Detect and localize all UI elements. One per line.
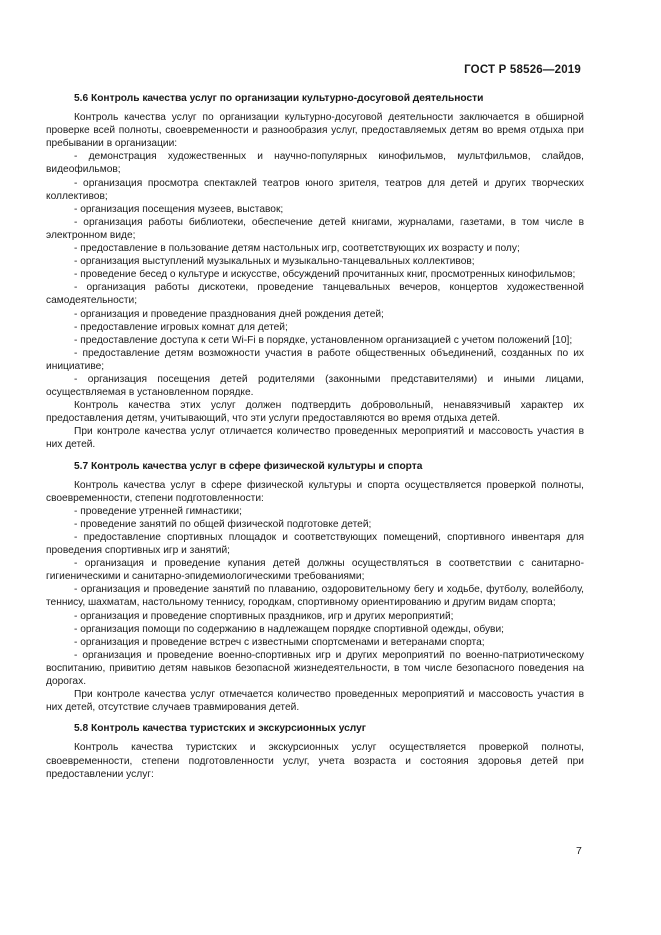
paragraph: Контроль качества услуг в сфере физической культуры и спорта осуществляется проверкой полноты, своевременности, степени подготовленности: — [46, 479, 584, 504]
list-item: - организация работы библиотеки, обеспечение детей книгами, журналами, газетами, в том числе в электронном виде; — [46, 216, 584, 241]
list-item: - организация работы дискотеки, проведение танцевальных вечеров, концертов художественной самодеятельности; — [46, 282, 584, 307]
list-item: - предоставление игровых комнат для детей; — [74, 321, 288, 333]
paragraph: Контроль качества туристских и экскурсионных услуг осуществляется проверкой полноты, своевременности, степени подготовленности услуг, учета возраста и состояния здоровья детей при предоставлении услуг: — [46, 742, 584, 780]
list-item: - организация просмотра спектаклей театров юного зрителя, театров для детей и других творческих коллективов; — [46, 177, 584, 202]
paragraph: Контроль качества этих услуг должен подтвердить добровольный, ненавязчивый характер их предоставления детям, учитывающий, что эти услуги предоставляются во время отдыха детей. — [46, 400, 584, 425]
list-item: - организация и проведение спортивных праздников, игр и других мероприятий; — [74, 610, 454, 622]
paragraph: Контроль качества услуг по организации культурно-досуговой деятельности заключается в обширной проверке всей полноты, своевременности и разнообразия услуг, предоставляемых детям во время отдыха при пребывании в организации: — [46, 112, 584, 150]
list-item: - предоставление доступа к сети Wi-Fi в порядке, установленном организацией с учетом положений [10]; — [74, 334, 573, 346]
list-item: - организация посещения детей родителями (законными представителями) и иными лицами, осуществляемая в установленном порядке. — [46, 373, 584, 399]
standard-number: ГОСТ Р 58526—2019 — [464, 64, 581, 76]
list-item: - проведение утренней гимнастики; — [74, 505, 242, 517]
list-item: - проведение занятий по общей физической подготовке детей; — [74, 518, 372, 530]
list-item: - демонстрация художественных и научно-популярных кинофильмов, мультфильмов, слайдов, видеофильмов; — [46, 151, 584, 176]
list-item: - предоставление спортивных площадок и соответствующих помещений, спортивного инвентаря для проведения спортивных игр и занятий; — [46, 532, 584, 557]
list-item: - организация и проведение военно-спортивных игр и других мероприятий по военно-патриотическому воспитанию, привитию детям навыков безопасной жизнедеятельности, в том числе безопасного поведения на дорогах. — [46, 649, 584, 688]
list-item: - организация и проведение встреч с известными спортсменами и ветеранами спорта; — [74, 636, 485, 648]
list-item: - организация выступлений музыкальных и музыкально-танцевальных коллективов; — [74, 256, 475, 268]
list-item: - предоставление детям возможности участия в работе общественных объединений, созданных по их инициативе; — [46, 347, 584, 372]
section-heading-5-8: 5.8 Контроль качества туристских и экскурсионных услуг — [74, 723, 367, 735]
list-item: - организация посещения музеев, выставок; — [74, 203, 284, 215]
list-item: - проведение бесед о культуре и искусстве, обсуждений прочитанных книг, просмотренных кинофильмов; — [74, 269, 576, 281]
paragraph: При контроле качества услуг отличается количество проведенных мероприятий и массовость участия в них детей. — [46, 426, 584, 451]
list-item: - организация и проведение купания детей должны осуществляться в соответствии с санитарно-гигиеническими и санитарно-эпидемиологическими требованиями; — [46, 558, 584, 583]
list-item: - предоставление в пользование детям настольных игр, соответствующих их возрасту и полу; — [74, 243, 520, 255]
paragraph: При контроле качества услуг отмечается количество проведенных мероприятий и массовость участия в них детей, отсутствие случаев травмирования детей. — [46, 689, 584, 714]
section-heading-5-6: 5.6 Контроль качества услуг по организации культурно-досуговой деятельности — [74, 93, 484, 104]
list-item: - организация помощи по содержанию в надлежащем порядке спортивной одежды, обуви; — [74, 623, 504, 635]
list-item: - организация и проведение занятий по плаванию, оздоровительному бегу и ходьбе, футболу, волейболу, теннису, шахматам, настольному теннису, городкам, спортивному ориентированию и другим видам спорта; — [46, 584, 584, 609]
page-number: 7 — [576, 845, 582, 857]
list-item: - организация и проведение празднования дней рождения детей; — [74, 308, 384, 320]
document-body — [46, 92, 584, 781]
section-heading-5-7: 5.7 Контроль качества услуг в сфере физической культуры и спорта — [74, 460, 423, 472]
